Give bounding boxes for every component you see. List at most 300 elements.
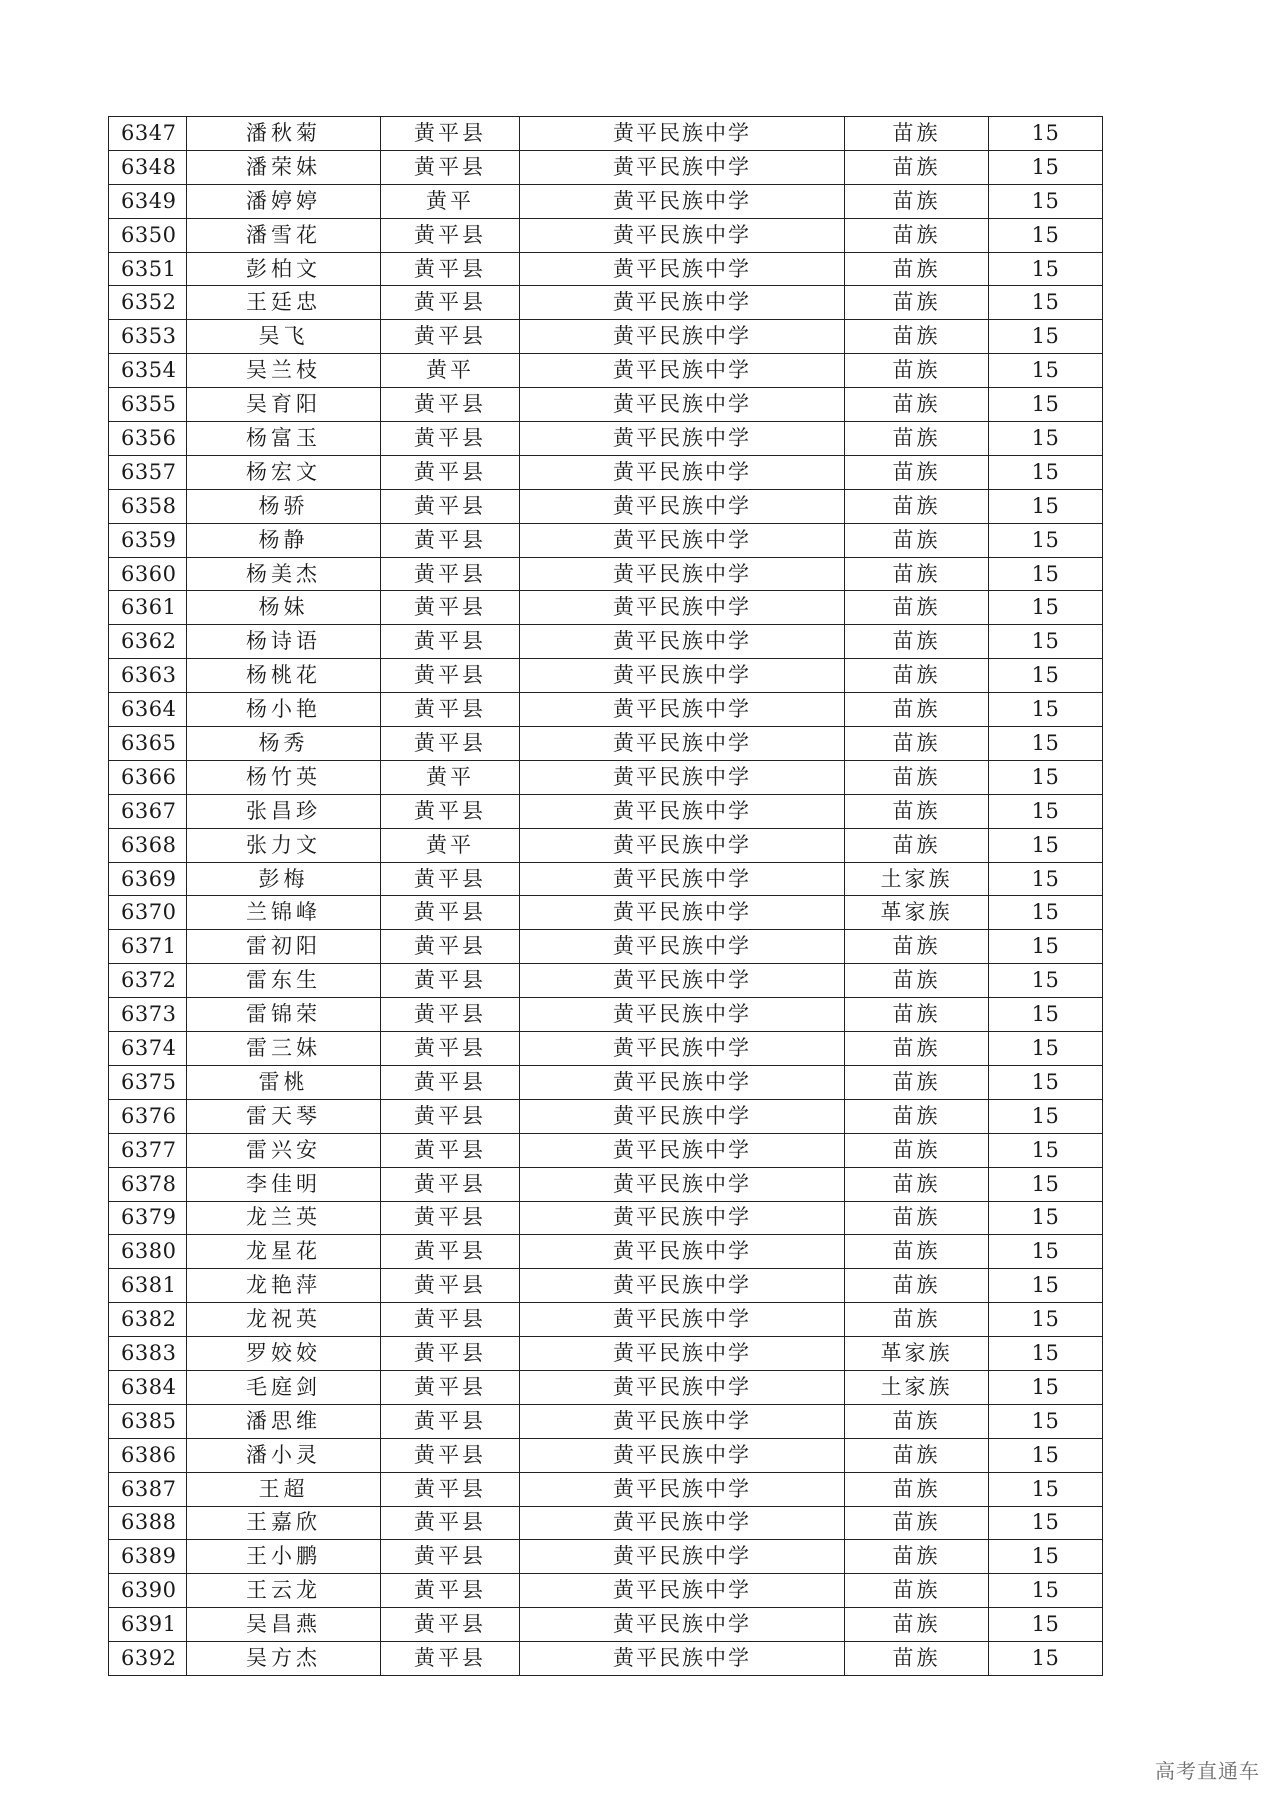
table-row <box>109 489 1103 523</box>
cell-ethnicity: 苗族 <box>845 1303 989 1337</box>
table-row <box>109 1167 1103 1201</box>
cell-name: 雷三妹 <box>187 1032 381 1066</box>
cell-id: 6355 <box>109 388 187 422</box>
cell-id: 6385 <box>109 1404 187 1438</box>
cell-name: 彭梅 <box>187 862 381 896</box>
cell-school: 黄平民族中学 <box>520 1608 845 1642</box>
cell-score: 15 <box>989 625 1103 659</box>
cell-id: 6383 <box>109 1337 187 1371</box>
cell-county: 黄平县 <box>381 1642 520 1676</box>
cell-ethnicity: 苗族 <box>845 659 989 693</box>
table-row <box>109 828 1103 862</box>
table-row <box>109 862 1103 896</box>
cell-school: 黄平民族中学 <box>520 760 845 794</box>
cell-school: 黄平民族中学 <box>520 998 845 1032</box>
cell-school: 黄平民族中学 <box>520 1337 845 1371</box>
cell-school: 黄平民族中学 <box>520 1404 845 1438</box>
cell-ethnicity: 苗族 <box>845 1540 989 1574</box>
cell-county: 黄平县 <box>381 1506 520 1540</box>
cell-school: 黄平民族中学 <box>520 1303 845 1337</box>
table-row <box>109 1608 1103 1642</box>
table-row <box>109 1540 1103 1574</box>
cell-score: 15 <box>989 727 1103 761</box>
cell-school: 黄平民族中学 <box>520 184 845 218</box>
cell-school: 黄平民族中学 <box>520 1235 845 1269</box>
table-row <box>109 557 1103 591</box>
cell-name: 杨富玉 <box>187 422 381 456</box>
table-row <box>109 252 1103 286</box>
cell-county: 黄平县 <box>381 1337 520 1371</box>
cell-score: 15 <box>989 760 1103 794</box>
cell-county: 黄平县 <box>381 286 520 320</box>
cell-name: 雷锦荣 <box>187 998 381 1032</box>
table-row <box>109 1269 1103 1303</box>
cell-score: 15 <box>989 1303 1103 1337</box>
cell-county: 黄平县 <box>381 320 520 354</box>
cell-ethnicity: 苗族 <box>845 523 989 557</box>
table-row <box>109 1506 1103 1540</box>
table-row <box>109 1404 1103 1438</box>
cell-school: 黄平民族中学 <box>520 1642 845 1676</box>
table-row <box>109 760 1103 794</box>
cell-school: 黄平民族中学 <box>520 1032 845 1066</box>
cell-ethnicity: 苗族 <box>845 422 989 456</box>
cell-county: 黄平县 <box>381 896 520 930</box>
cell-name: 潘雪花 <box>187 218 381 252</box>
table-row <box>109 1472 1103 1506</box>
cell-score: 15 <box>989 1608 1103 1642</box>
cell-county: 黄平县 <box>381 659 520 693</box>
cell-school: 黄平民族中学 <box>520 150 845 184</box>
cell-id: 6350 <box>109 218 187 252</box>
cell-score: 15 <box>989 693 1103 727</box>
cell-name: 雷天琴 <box>187 1099 381 1133</box>
table-row <box>109 998 1103 1032</box>
cell-score: 15 <box>989 1642 1103 1676</box>
cell-county: 黄平县 <box>381 930 520 964</box>
cell-id: 6363 <box>109 659 187 693</box>
cell-school: 黄平民族中学 <box>520 218 845 252</box>
table-row <box>109 1574 1103 1608</box>
cell-school: 黄平民族中学 <box>520 1370 845 1404</box>
cell-id: 6365 <box>109 727 187 761</box>
cell-name: 张力文 <box>187 828 381 862</box>
cell-ethnicity: 苗族 <box>845 557 989 591</box>
table-row <box>109 218 1103 252</box>
cell-name: 潘思维 <box>187 1404 381 1438</box>
cell-county: 黄平县 <box>381 557 520 591</box>
cell-ethnicity: 苗族 <box>845 1133 989 1167</box>
cell-score: 15 <box>989 1099 1103 1133</box>
cell-name: 王超 <box>187 1472 381 1506</box>
table-row <box>109 1642 1103 1676</box>
table-row <box>109 320 1103 354</box>
cell-score: 15 <box>989 896 1103 930</box>
cell-id: 6361 <box>109 591 187 625</box>
cell-id: 6368 <box>109 828 187 862</box>
cell-name: 杨竹英 <box>187 760 381 794</box>
table-row <box>109 1133 1103 1167</box>
cell-id: 6372 <box>109 964 187 998</box>
cell-score: 15 <box>989 489 1103 523</box>
cell-school: 黄平民族中学 <box>520 1099 845 1133</box>
cell-name: 杨静 <box>187 523 381 557</box>
table-row <box>109 354 1103 388</box>
cell-id: 6389 <box>109 1540 187 1574</box>
table-row <box>109 1065 1103 1099</box>
table-row <box>109 693 1103 727</box>
cell-county: 黄平 <box>381 184 520 218</box>
cell-county: 黄平县 <box>381 794 520 828</box>
table-row <box>109 727 1103 761</box>
cell-id: 6360 <box>109 557 187 591</box>
cell-ethnicity: 苗族 <box>845 388 989 422</box>
cell-id: 6386 <box>109 1438 187 1472</box>
cell-ethnicity: 苗族 <box>845 591 989 625</box>
table-row <box>109 1201 1103 1235</box>
cell-score: 15 <box>989 1506 1103 1540</box>
table-row <box>109 659 1103 693</box>
cell-county: 黄平 <box>381 760 520 794</box>
cell-ethnicity: 苗族 <box>845 1167 989 1201</box>
cell-ethnicity: 苗族 <box>845 625 989 659</box>
cell-name: 兰锦峰 <box>187 896 381 930</box>
cell-ethnicity: 苗族 <box>845 320 989 354</box>
cell-name: 杨秀 <box>187 727 381 761</box>
cell-id: 6362 <box>109 625 187 659</box>
table-row <box>109 184 1103 218</box>
cell-name: 杨骄 <box>187 489 381 523</box>
cell-id: 6370 <box>109 896 187 930</box>
cell-ethnicity: 苗族 <box>845 286 989 320</box>
cell-ethnicity: 苗族 <box>845 998 989 1032</box>
table-row <box>109 625 1103 659</box>
cell-id: 6351 <box>109 252 187 286</box>
cell-ethnicity: 苗族 <box>845 1642 989 1676</box>
cell-id: 6367 <box>109 794 187 828</box>
cell-school: 黄平民族中学 <box>520 862 845 896</box>
cell-ethnicity: 苗族 <box>845 794 989 828</box>
cell-school: 黄平民族中学 <box>520 896 845 930</box>
cell-score: 15 <box>989 1337 1103 1371</box>
cell-school: 黄平民族中学 <box>520 320 845 354</box>
cell-name: 雷初阳 <box>187 930 381 964</box>
cell-id: 6366 <box>109 760 187 794</box>
cell-county: 黄平县 <box>381 998 520 1032</box>
table-row <box>109 1032 1103 1066</box>
table-row <box>109 1303 1103 1337</box>
cell-county: 黄平县 <box>381 150 520 184</box>
cell-name: 王小鹏 <box>187 1540 381 1574</box>
cell-school: 黄平民族中学 <box>520 1540 845 1574</box>
cell-score: 15 <box>989 1269 1103 1303</box>
cell-score: 15 <box>989 1235 1103 1269</box>
cell-ethnicity: 苗族 <box>845 184 989 218</box>
cell-county: 黄平县 <box>381 523 520 557</box>
cell-name: 雷兴安 <box>187 1133 381 1167</box>
cell-ethnicity: 苗族 <box>845 354 989 388</box>
cell-id: 6382 <box>109 1303 187 1337</box>
cell-ethnicity: 苗族 <box>845 1472 989 1506</box>
cell-id: 6354 <box>109 354 187 388</box>
cell-ethnicity: 苗族 <box>845 930 989 964</box>
cell-score: 15 <box>989 1133 1103 1167</box>
cell-score: 15 <box>989 828 1103 862</box>
cell-name: 杨妹 <box>187 591 381 625</box>
cell-school: 黄平民族中学 <box>520 422 845 456</box>
cell-county: 黄平县 <box>381 1099 520 1133</box>
cell-id: 6353 <box>109 320 187 354</box>
cell-name: 潘小灵 <box>187 1438 381 1472</box>
table-row <box>109 1235 1103 1269</box>
cell-county: 黄平县 <box>381 117 520 151</box>
table-row <box>109 591 1103 625</box>
cell-ethnicity: 苗族 <box>845 455 989 489</box>
table-row <box>109 896 1103 930</box>
cell-name: 龙艳萍 <box>187 1269 381 1303</box>
cell-county: 黄平县 <box>381 218 520 252</box>
cell-school: 黄平民族中学 <box>520 1269 845 1303</box>
cell-county: 黄平县 <box>381 252 520 286</box>
cell-ethnicity: 苗族 <box>845 964 989 998</box>
cell-score: 15 <box>989 794 1103 828</box>
cell-ethnicity: 苗族 <box>845 1269 989 1303</box>
roster-body <box>109 117 1103 1676</box>
cell-score: 15 <box>989 1438 1103 1472</box>
cell-ethnicity: 苗族 <box>845 1608 989 1642</box>
cell-name: 吴昌燕 <box>187 1608 381 1642</box>
cell-name: 杨小艳 <box>187 693 381 727</box>
table-row <box>109 455 1103 489</box>
cell-county: 黄平县 <box>381 388 520 422</box>
cell-name: 潘荣妹 <box>187 150 381 184</box>
table-row <box>109 286 1103 320</box>
cell-ethnicity: 土家族 <box>845 862 989 896</box>
cell-ethnicity: 苗族 <box>845 1574 989 1608</box>
cell-county: 黄平县 <box>381 422 520 456</box>
cell-id: 6378 <box>109 1167 187 1201</box>
cell-school: 黄平民族中学 <box>520 964 845 998</box>
cell-id: 6358 <box>109 489 187 523</box>
cell-school: 黄平民族中学 <box>520 1167 845 1201</box>
cell-school: 黄平民族中学 <box>520 557 845 591</box>
cell-id: 6352 <box>109 286 187 320</box>
cell-school: 黄平民族中学 <box>520 354 845 388</box>
cell-school: 黄平民族中学 <box>520 1201 845 1235</box>
cell-school: 黄平民族中学 <box>520 794 845 828</box>
cell-id: 6347 <box>109 117 187 151</box>
cell-id: 6369 <box>109 862 187 896</box>
cell-id: 6349 <box>109 184 187 218</box>
table-row <box>109 1438 1103 1472</box>
cell-school: 黄平民族中学 <box>520 1065 845 1099</box>
cell-score: 15 <box>989 1574 1103 1608</box>
cell-id: 6374 <box>109 1032 187 1066</box>
cell-score: 15 <box>989 862 1103 896</box>
cell-score: 15 <box>989 252 1103 286</box>
cell-school: 黄平民族中学 <box>520 523 845 557</box>
cell-id: 6359 <box>109 523 187 557</box>
cell-score: 15 <box>989 1370 1103 1404</box>
cell-county: 黄平县 <box>381 693 520 727</box>
cell-school: 黄平民族中学 <box>520 286 845 320</box>
cell-name: 吴兰枝 <box>187 354 381 388</box>
cell-ethnicity: 苗族 <box>845 1404 989 1438</box>
table-row <box>109 930 1103 964</box>
cell-name: 吴育阳 <box>187 388 381 422</box>
cell-name: 杨桃花 <box>187 659 381 693</box>
table-row <box>109 794 1103 828</box>
cell-county: 黄平县 <box>381 1608 520 1642</box>
cell-name: 罗姣姣 <box>187 1337 381 1371</box>
cell-id: 6384 <box>109 1370 187 1404</box>
cell-id: 6379 <box>109 1201 187 1235</box>
table-row <box>109 523 1103 557</box>
cell-score: 15 <box>989 1540 1103 1574</box>
cell-ethnicity: 苗族 <box>845 1032 989 1066</box>
cell-score: 15 <box>989 1032 1103 1066</box>
cell-score: 15 <box>989 557 1103 591</box>
cell-school: 黄平民族中学 <box>520 117 845 151</box>
cell-score: 15 <box>989 1404 1103 1438</box>
cell-score: 15 <box>989 388 1103 422</box>
cell-school: 黄平民族中学 <box>520 1574 845 1608</box>
cell-name: 杨宏文 <box>187 455 381 489</box>
cell-county: 黄平县 <box>381 1472 520 1506</box>
cell-school: 黄平民族中学 <box>520 659 845 693</box>
cell-ethnicity: 苗族 <box>845 828 989 862</box>
cell-school: 黄平民族中学 <box>520 727 845 761</box>
table-row <box>109 1337 1103 1371</box>
cell-score: 15 <box>989 150 1103 184</box>
cell-id: 6388 <box>109 1506 187 1540</box>
cell-score: 15 <box>989 523 1103 557</box>
cell-school: 黄平民族中学 <box>520 693 845 727</box>
cell-school: 黄平民族中学 <box>520 489 845 523</box>
cell-school: 黄平民族中学 <box>520 455 845 489</box>
cell-id: 6392 <box>109 1642 187 1676</box>
cell-county: 黄平县 <box>381 862 520 896</box>
cell-county: 黄平县 <box>381 1133 520 1167</box>
cell-id: 6356 <box>109 422 187 456</box>
cell-county: 黄平 <box>381 828 520 862</box>
cell-name: 吴飞 <box>187 320 381 354</box>
cell-school: 黄平民族中学 <box>520 625 845 659</box>
cell-score: 15 <box>989 1201 1103 1235</box>
cell-county: 黄平县 <box>381 625 520 659</box>
cell-county: 黄平县 <box>381 1303 520 1337</box>
cell-county: 黄平县 <box>381 1370 520 1404</box>
cell-score: 15 <box>989 455 1103 489</box>
cell-school: 黄平民族中学 <box>520 388 845 422</box>
cell-county: 黄平 <box>381 354 520 388</box>
cell-county: 黄平县 <box>381 1574 520 1608</box>
cell-name: 毛庭剑 <box>187 1370 381 1404</box>
table-row <box>109 964 1103 998</box>
cell-ethnicity: 苗族 <box>845 1506 989 1540</box>
cell-name: 潘秋菊 <box>187 117 381 151</box>
cell-county: 黄平县 <box>381 1235 520 1269</box>
cell-name: 张昌珍 <box>187 794 381 828</box>
cell-score: 15 <box>989 930 1103 964</box>
roster-table <box>108 116 1103 1676</box>
table-row <box>109 388 1103 422</box>
cell-school: 黄平民族中学 <box>520 828 845 862</box>
table-row <box>109 117 1103 151</box>
cell-score: 15 <box>989 1065 1103 1099</box>
cell-name: 雷东生 <box>187 964 381 998</box>
cell-score: 15 <box>989 184 1103 218</box>
cell-score: 15 <box>989 659 1103 693</box>
watermark-text: 高考直通车 <box>1155 1759 1260 1783</box>
cell-id: 6391 <box>109 1608 187 1642</box>
cell-school: 黄平民族中学 <box>520 1472 845 1506</box>
cell-county: 黄平县 <box>381 1201 520 1235</box>
cell-county: 黄平县 <box>381 1065 520 1099</box>
cell-county: 黄平县 <box>381 727 520 761</box>
cell-county: 黄平县 <box>381 1540 520 1574</box>
cell-ethnicity: 苗族 <box>845 693 989 727</box>
cell-score: 15 <box>989 286 1103 320</box>
cell-id: 6387 <box>109 1472 187 1506</box>
cell-ethnicity: 土家族 <box>845 1370 989 1404</box>
cell-ethnicity: 苗族 <box>845 218 989 252</box>
cell-name: 李佳明 <box>187 1167 381 1201</box>
cell-county: 黄平县 <box>381 964 520 998</box>
cell-score: 15 <box>989 591 1103 625</box>
cell-county: 黄平县 <box>381 1404 520 1438</box>
cell-id: 6390 <box>109 1574 187 1608</box>
cell-score: 15 <box>989 218 1103 252</box>
cell-name: 吴方杰 <box>187 1642 381 1676</box>
cell-name: 龙祝英 <box>187 1303 381 1337</box>
cell-ethnicity: 革家族 <box>845 896 989 930</box>
cell-id: 6373 <box>109 998 187 1032</box>
cell-ethnicity: 苗族 <box>845 1235 989 1269</box>
table-row <box>109 1370 1103 1404</box>
cell-id: 6377 <box>109 1133 187 1167</box>
cell-name: 杨诗语 <box>187 625 381 659</box>
cell-name: 龙兰英 <box>187 1201 381 1235</box>
cell-id: 6376 <box>109 1099 187 1133</box>
cell-id: 6371 <box>109 930 187 964</box>
cell-score: 15 <box>989 998 1103 1032</box>
cell-ethnicity: 苗族 <box>845 150 989 184</box>
cell-county: 黄平县 <box>381 455 520 489</box>
cell-school: 黄平民族中学 <box>520 1438 845 1472</box>
cell-ethnicity: 苗族 <box>845 489 989 523</box>
cell-id: 6375 <box>109 1065 187 1099</box>
cell-id: 6380 <box>109 1235 187 1269</box>
cell-id: 6381 <box>109 1269 187 1303</box>
cell-ethnicity: 苗族 <box>845 1065 989 1099</box>
cell-score: 15 <box>989 964 1103 998</box>
cell-name: 王廷忠 <box>187 286 381 320</box>
table-row <box>109 150 1103 184</box>
cell-name: 彭柏文 <box>187 252 381 286</box>
cell-ethnicity: 苗族 <box>845 252 989 286</box>
cell-school: 黄平民族中学 <box>520 591 845 625</box>
cell-county: 黄平县 <box>381 1269 520 1303</box>
cell-name: 潘婷婷 <box>187 184 381 218</box>
cell-score: 15 <box>989 354 1103 388</box>
cell-county: 黄平县 <box>381 1032 520 1066</box>
cell-id: 6348 <box>109 150 187 184</box>
cell-name: 龙星花 <box>187 1235 381 1269</box>
cell-ethnicity: 苗族 <box>845 760 989 794</box>
cell-id: 6364 <box>109 693 187 727</box>
cell-name: 王嘉欣 <box>187 1506 381 1540</box>
